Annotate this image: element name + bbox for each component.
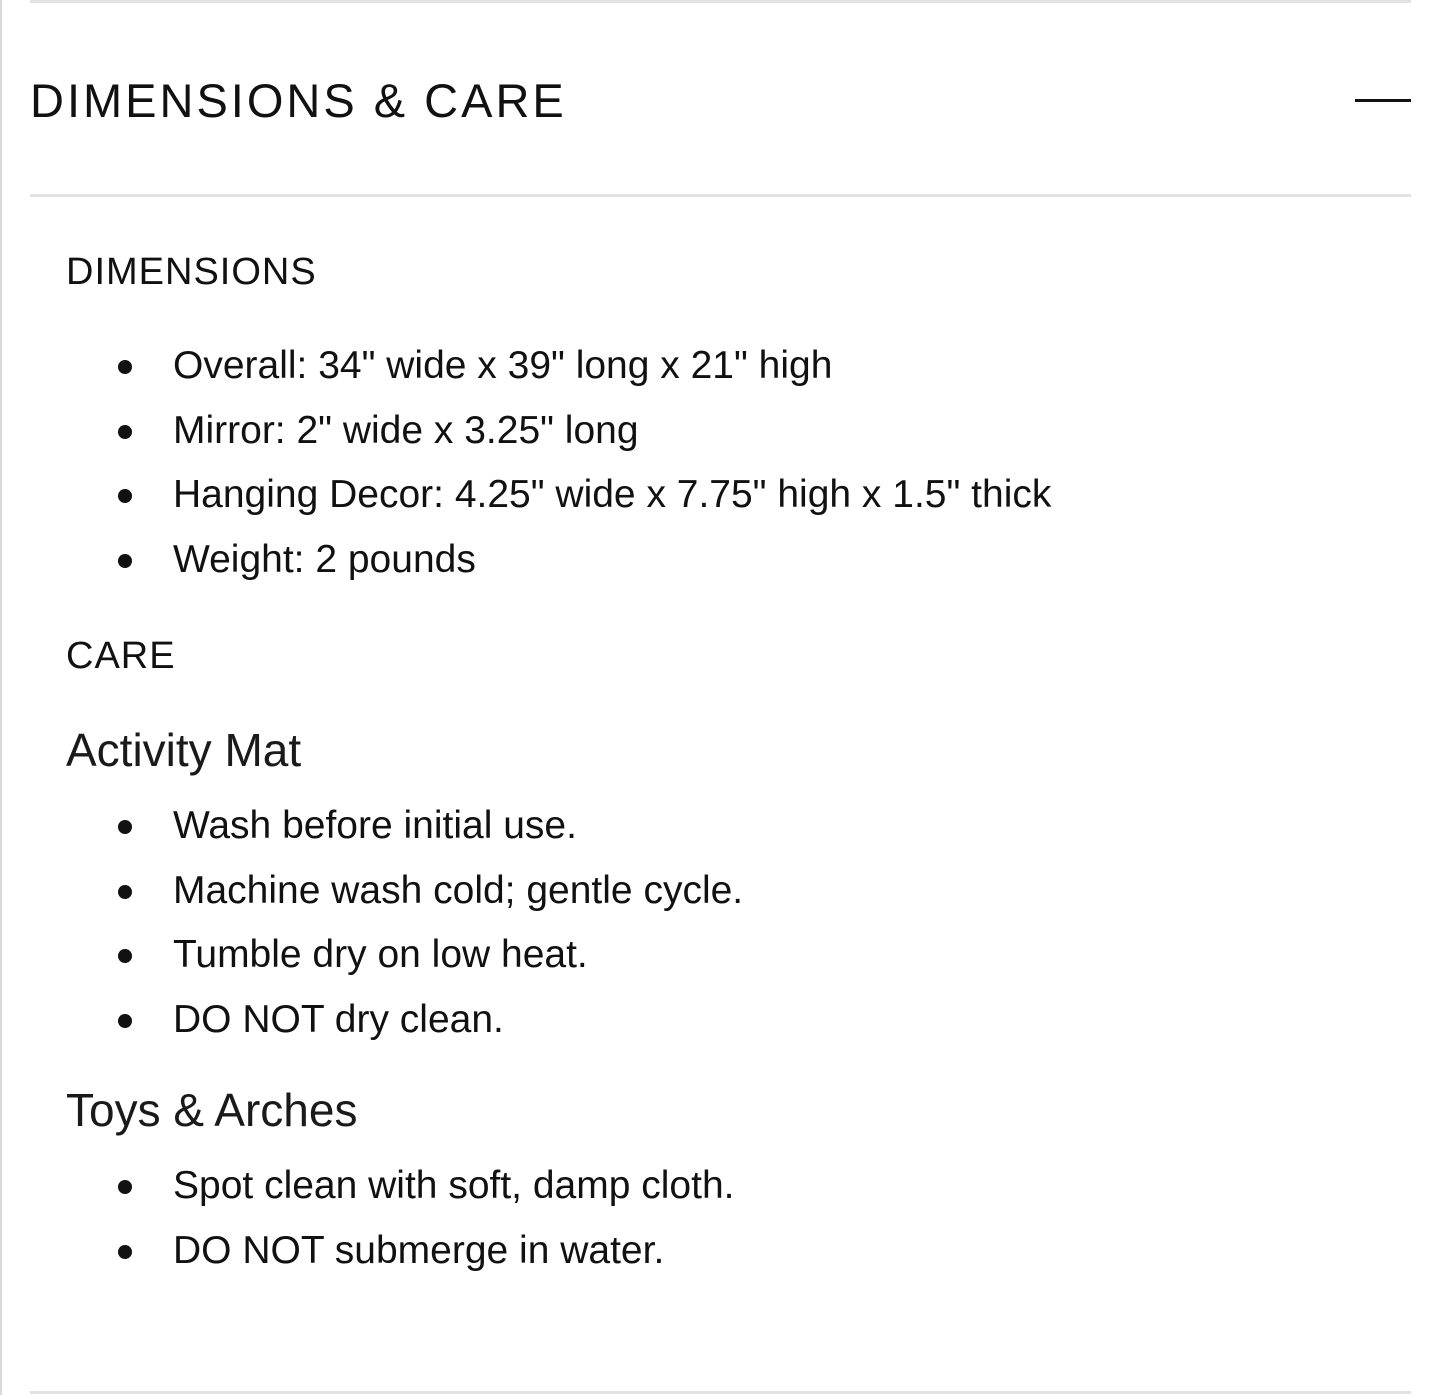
toys-arches-heading: Toys & Arches xyxy=(66,1084,358,1136)
activity-mat-heading: Activity Mat xyxy=(66,724,302,776)
list-item-text: Spot clean with soft, damp cloth. xyxy=(173,1164,735,1207)
bullet-icon xyxy=(118,1245,132,1259)
list-item-text: Hanging Decor: 4.25" wide x 7.75" high x 1.5" thick xyxy=(173,473,1052,516)
list-item-text: Overall: 34" wide x 39" long x 21" high xyxy=(173,344,833,387)
list-item-text: Weight: 2 pounds xyxy=(173,537,476,581)
list-item-text: Tumble dry on low heat. xyxy=(173,933,588,976)
list-item xyxy=(66,1219,1366,1284)
care-heading: CARE xyxy=(66,635,176,677)
list-item xyxy=(66,1154,1366,1219)
bullet-icon xyxy=(118,885,132,899)
dimensions-heading: DIMENSIONS xyxy=(66,251,317,293)
bullet-icon xyxy=(118,554,132,568)
bullet-icon xyxy=(118,425,132,439)
activity-mat-care-list xyxy=(66,794,1366,1052)
top-divider xyxy=(30,0,1411,3)
list-item-text: DO NOT submerge in water. xyxy=(173,1228,665,1272)
accordion-content xyxy=(66,240,1366,1283)
dimensions-list xyxy=(66,334,1366,592)
list-item-text: DO NOT dry clean. xyxy=(173,997,504,1041)
accordion-title: DIMENSIONS & CARE xyxy=(30,73,567,127)
list-item xyxy=(66,794,1366,859)
list-item xyxy=(66,399,1366,464)
bullet-icon xyxy=(118,1014,132,1028)
left-border xyxy=(0,0,2,1395)
toys-arches-care-list xyxy=(66,1154,1366,1283)
bullet-icon xyxy=(118,1180,132,1194)
bullet-icon xyxy=(118,820,132,834)
list-item xyxy=(66,988,1366,1053)
minus-icon[interactable] xyxy=(1355,80,1411,120)
bullet-icon xyxy=(118,360,132,374)
list-item-text: Mirror: 2" wide x 3.25" long xyxy=(173,408,639,452)
accordion-header-dimensions-care[interactable] xyxy=(30,60,1411,140)
list-item xyxy=(66,463,1366,528)
list-item-text: Machine wash cold; gentle cycle. xyxy=(173,868,744,912)
list-item xyxy=(66,334,1366,399)
header-divider xyxy=(30,194,1411,197)
bullet-icon xyxy=(118,949,132,963)
list-item xyxy=(66,923,1366,988)
bullet-icon xyxy=(118,489,132,503)
list-item xyxy=(66,528,1366,593)
list-item-text: Wash before initial use. xyxy=(173,804,577,847)
bottom-divider xyxy=(30,1391,1411,1394)
list-item xyxy=(66,859,1366,924)
